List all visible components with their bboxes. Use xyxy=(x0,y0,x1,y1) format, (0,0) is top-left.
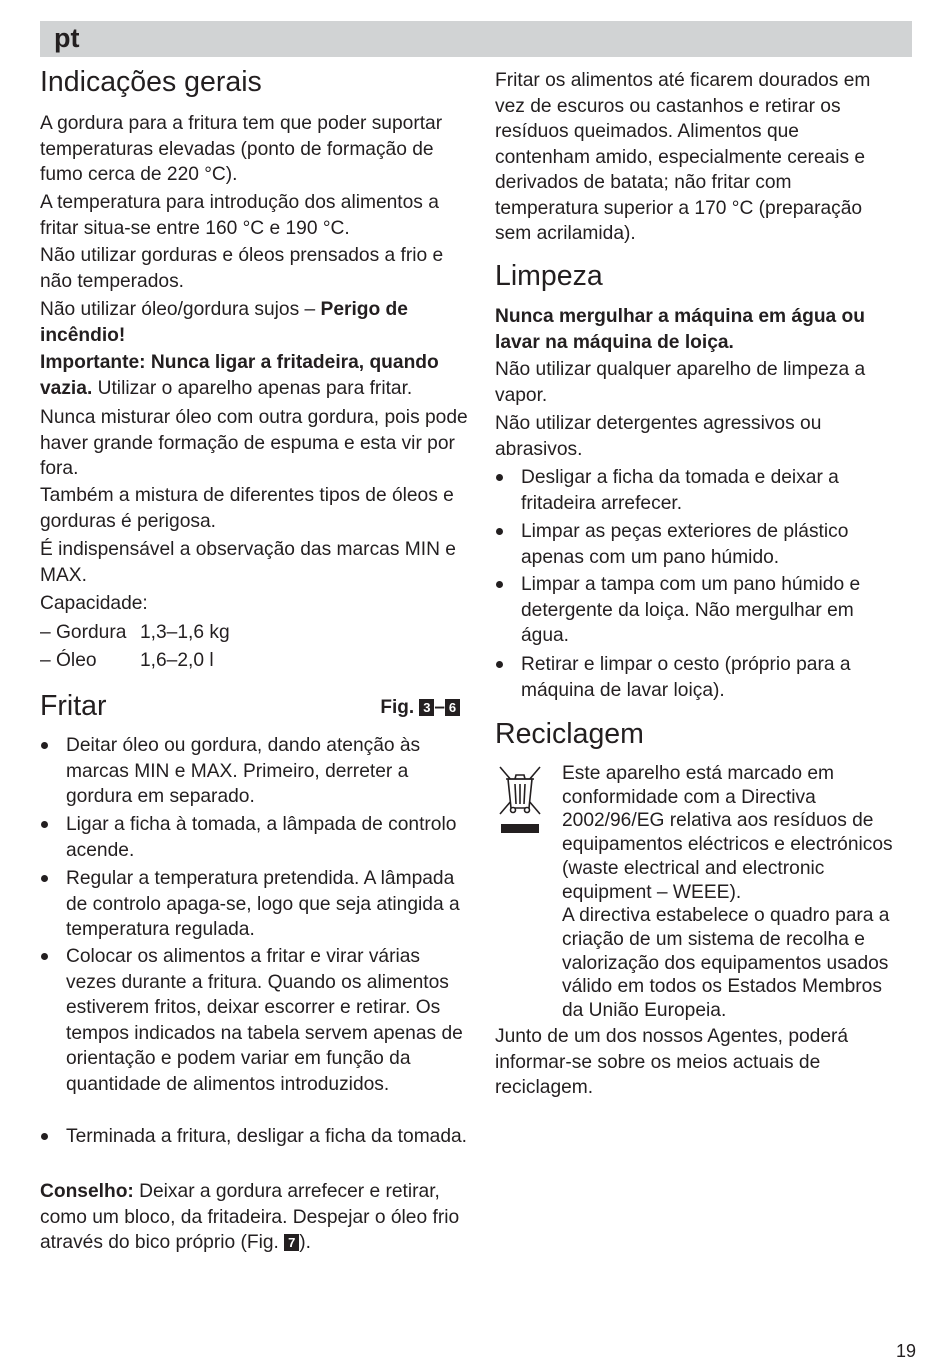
list-item: Deitar óleo ou gordura, dando atenção às marcas MIN e MAX. Primeiro, derreter a gordura em separado. xyxy=(40,733,470,810)
section-title-limpeza: Limpeza xyxy=(495,260,603,292)
paragraph-cold-pressed: Não utilizar gorduras e óleos prensados a frio e não temperados. xyxy=(40,245,444,292)
fig-number-badge: 3 xyxy=(419,699,434,716)
capacity-value: 1,6–2,0 l xyxy=(140,650,214,671)
important-warning: Importante: Nunca ligar a fritadeira, quando vazia. xyxy=(40,352,439,399)
important-text: Utilizar o aparelho apenas para fritar. xyxy=(92,377,413,399)
weee-framework-text: A directiva estabelece o quadro para a criação de um sistema de recolha e valorização dos equipamentos usados válido em todos os Estados Membros da União Europeia. xyxy=(562,905,890,1022)
paragraph-dirty-oil xyxy=(40,297,470,348)
language-header-bar xyxy=(40,21,912,57)
paragraph-min-max: É indispensável a observação das marcas MIN e MAX. xyxy=(40,539,456,586)
dirty-oil-text: Não utilizar óleo/gordura sujos – xyxy=(40,299,321,320)
fig-number-badge: 6 xyxy=(445,699,460,716)
capacity-value: 1,3–1,6 kg xyxy=(140,622,230,643)
weee-crossed-bin-icon xyxy=(495,764,545,836)
section-title-fritar: Fritar xyxy=(40,690,107,722)
fig-separator: – xyxy=(434,697,445,718)
language-code: pt xyxy=(54,23,80,53)
paragraph-frying-tips: Fritar os alimentos até ficarem dourados em vez de escuros ou castanhos e retirar os resíduos queimados. Alimentos que contenham amido, especialmente cereais e derivados de batata; não fritar com temperatura superior a 170 °C (preparação sem acrilamida). xyxy=(495,70,871,244)
recycling-closing: Junto de um dos nossos Agentes, poderá informar-se sobre os meios actuais de reciclagem. xyxy=(495,1026,849,1098)
paragraph-no-abrasives: Não utilizar detergentes agressivos ou abrasivos. xyxy=(495,413,822,460)
list-item: Retirar e limpar o cesto (próprio para a máquina de lavar loiça). xyxy=(495,652,895,703)
tip-text: Deixar a gordura arrefecer e retirar, como um bloco, da fritadeira. Despejar o óleo frio através do bico próprio (Fig. xyxy=(40,1181,460,1253)
list-item: Limpar a tampa com um pano húmido e detergente da loiça. Não mergulhar em água. xyxy=(495,572,895,649)
section-title-reciclagem: Reciclagem xyxy=(495,718,644,750)
list-item: Limpar as peças exteriores de plástico apenas com um pano húmido. xyxy=(495,519,895,570)
paragraph-no-mixing: Nunca misturar óleo com outra gordura, pois pode haver grande formação de espuma e esta vir por fora. xyxy=(40,407,468,479)
page-number: 19 xyxy=(895,1341,916,1361)
paragraph-oil-mix-danger: Também a mistura de diferentes tipos de óleos e gorduras é perigosa. xyxy=(40,485,454,532)
weee-directive-text: Este aparelho está marcado em conformidade com a Directiva 2002/96/EG relativa aos resíduos de equipamentos eléctricos e electrónicos (waste electrical and electronic equipment – WEEE). xyxy=(562,763,893,903)
fig-number-badge: 7 xyxy=(284,1234,299,1251)
figure-reference xyxy=(380,697,460,719)
paragraph-important xyxy=(40,350,470,401)
list-item: Colocar os alimentos a fritar e virar várias vezes durante a fritura. Quando os alimentos estiverem fritos, deixar escorrer e retirar. Os tempos indicados na tabela servem apenas de orientação e podem variar em função da quantidade de alimentos introduzidos. xyxy=(40,944,470,1097)
weee-text-block xyxy=(562,762,895,1023)
list-item: Desligar a ficha da tomada e deixar a fritadeira arrefecer. xyxy=(495,465,895,516)
capacity-item: – Gordura xyxy=(40,622,127,643)
fig-prefix: Fig. xyxy=(380,697,415,718)
paragraph-no-steam: Não utilizar qualquer aparelho de limpeza a vapor. xyxy=(495,359,866,406)
capacity-item: – Óleo xyxy=(40,650,97,671)
tip-end: ). xyxy=(299,1232,311,1253)
paragraph-frying-range: A temperatura para introdução dos alimentos a fritar situa-se entre 160 °C e 190 °C. xyxy=(40,192,439,239)
tip-paragraph xyxy=(40,1179,470,1256)
list-item: Terminada a fritura, desligar a ficha da tomada. xyxy=(40,1124,470,1150)
capacity-label: Capacidade: xyxy=(40,593,148,614)
tip-label: Conselho: xyxy=(40,1181,134,1202)
list-item: Ligar a ficha à tomada, a lâmpada de controlo acende. xyxy=(40,812,470,863)
paragraph-fat-temperature: A gordura para a fritura tem que poder suportar temperaturas elevadas (ponto de formação de fumo cerca de 220 °C). xyxy=(40,113,443,185)
fire-danger-warning: Perigo de incêndio! xyxy=(40,299,408,346)
cleaning-warning: Nunca mergulhar a máquina em água ou lavar na máquina de loiça. xyxy=(495,306,865,353)
section-title-indicacoes: Indicações gerais xyxy=(40,66,262,98)
list-item: Regular a temperatura pretendida. A lâmpada de controlo apaga-se, logo que seja atingida a temperatura regulada. xyxy=(40,866,470,943)
